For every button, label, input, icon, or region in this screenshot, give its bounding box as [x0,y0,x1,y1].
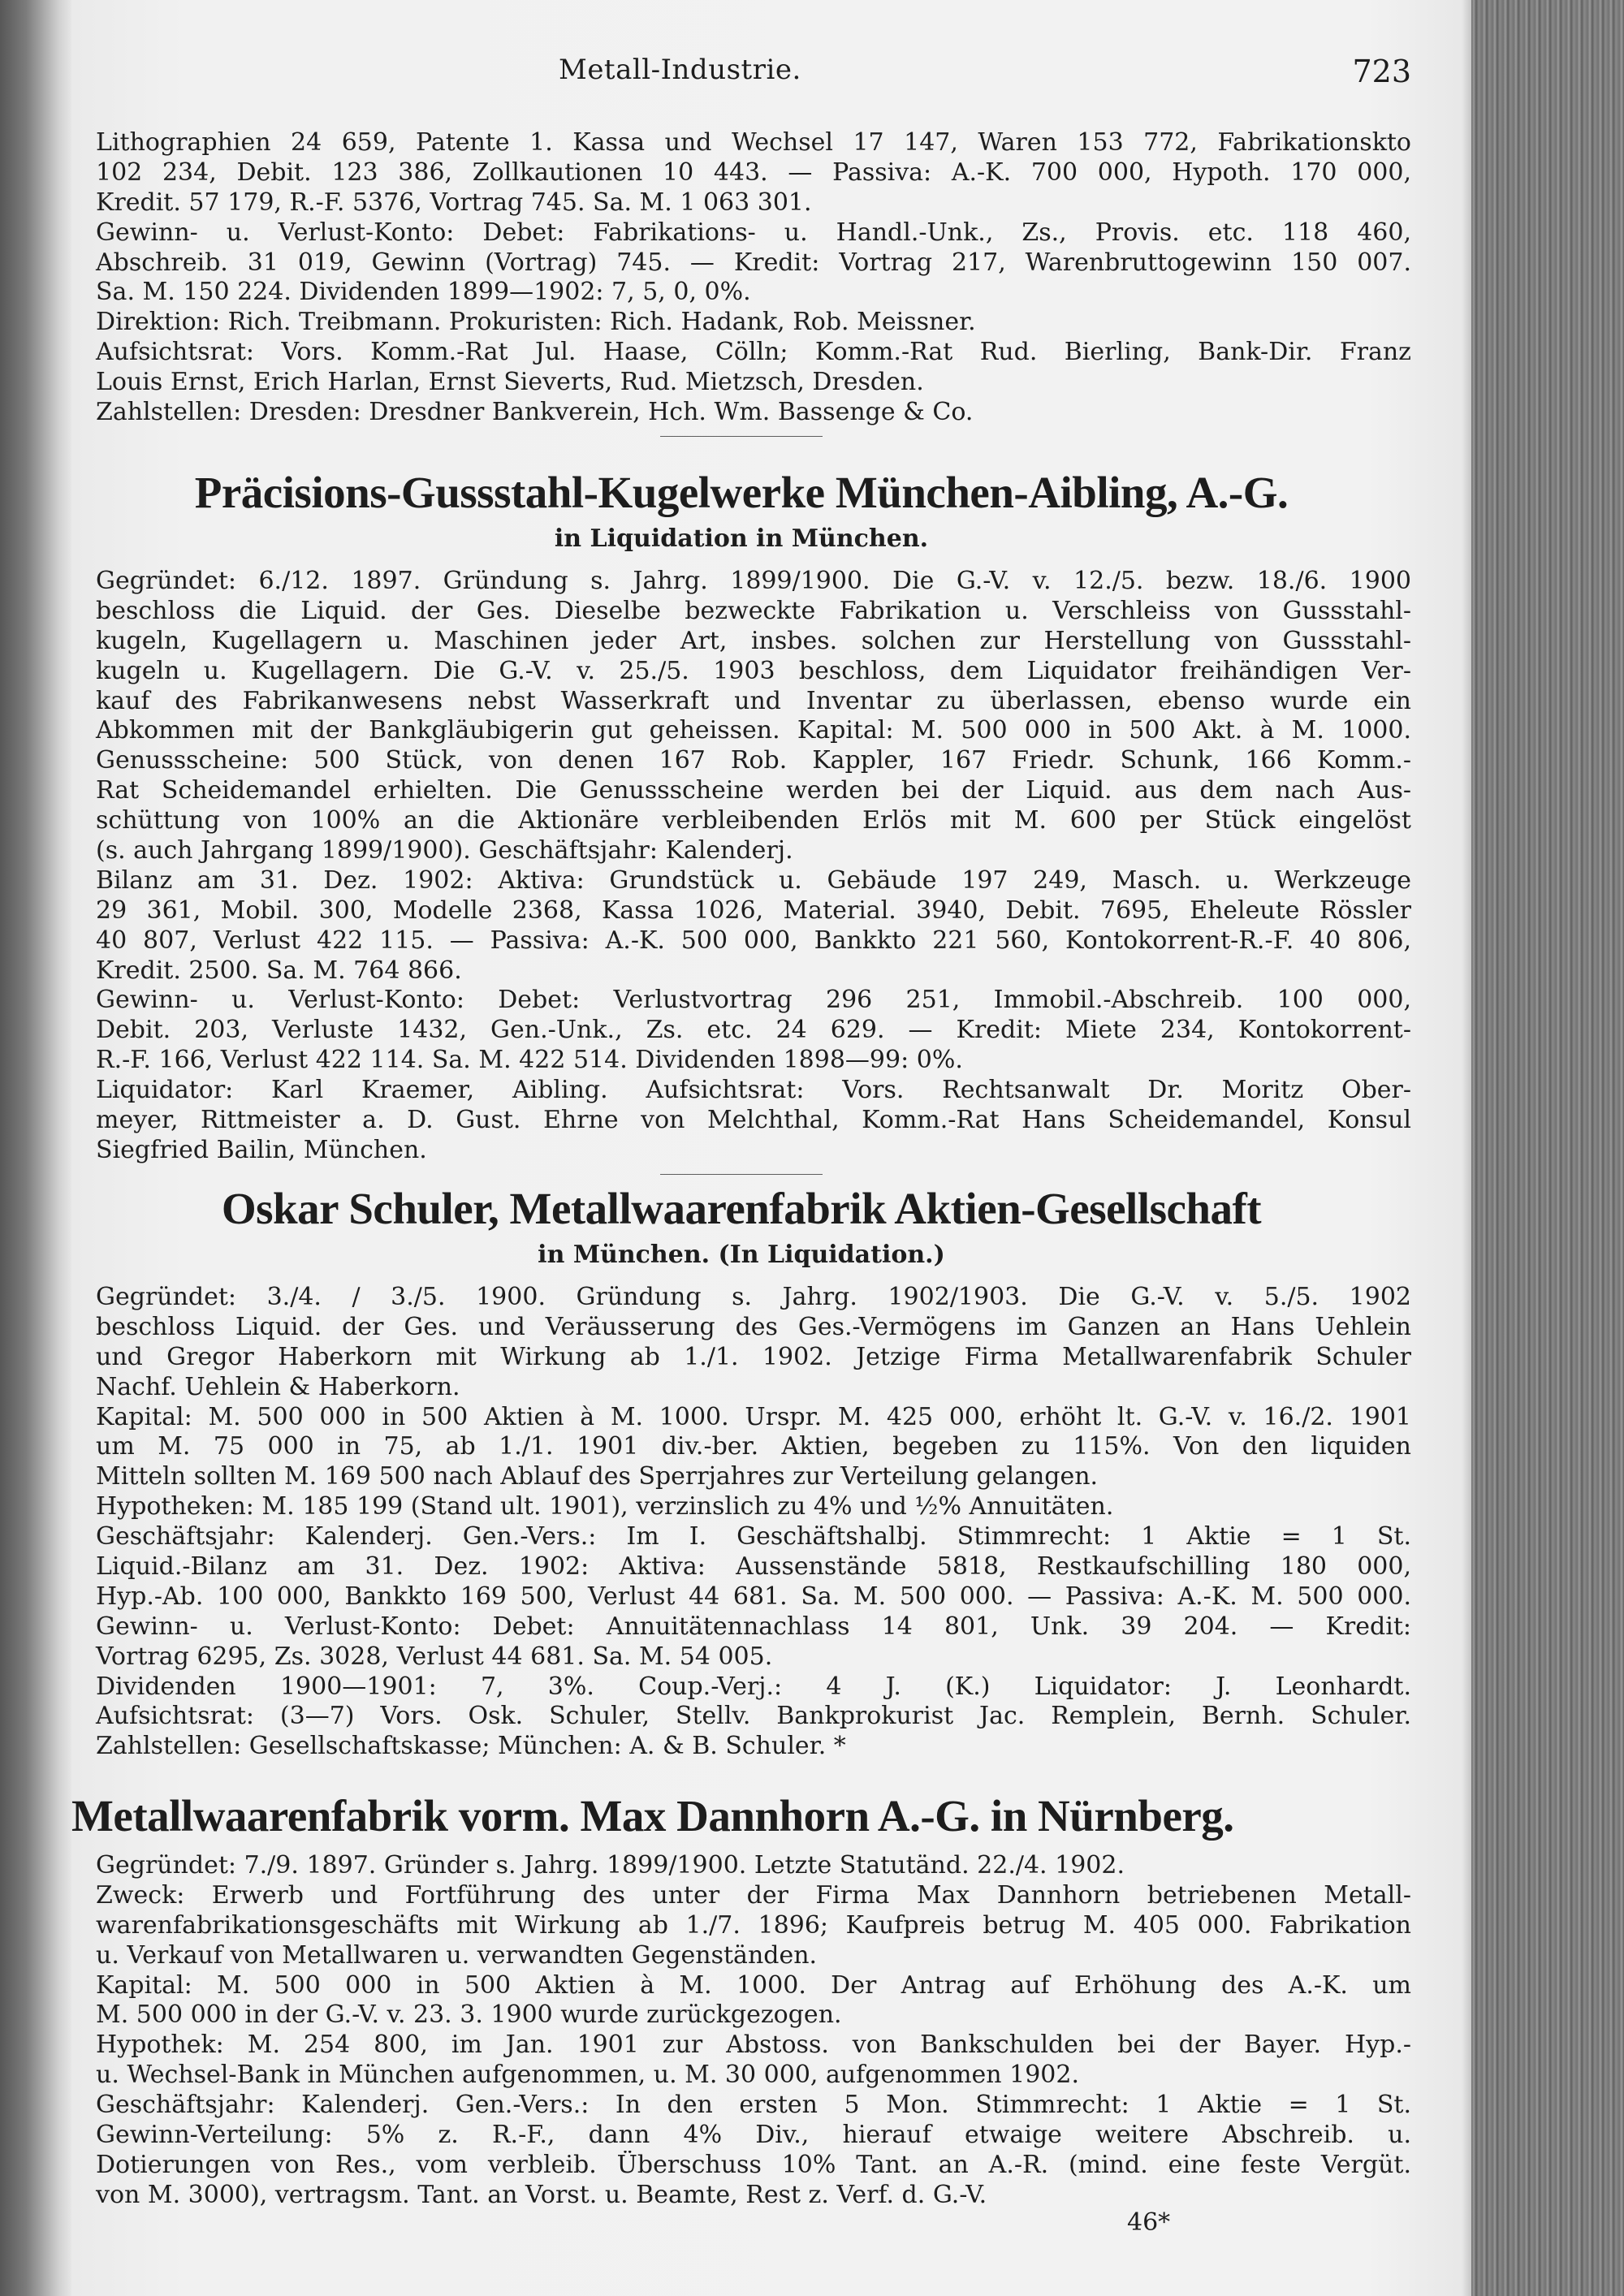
text-line: Siegfried Bailin, München. [96,1135,427,1164]
text-line: Aufsichtsrat: (3—7) Vors. Osk. Schuler, Stellv. Bankprokurist Jac. Remplein, Bernh. Schuler. [96,1702,1411,1731]
text-line: Liquidator: Karl Kraemer, Aibling. Aufsichtsrat: Vors. Rechtsanwalt Dr. Moritz Ober- [96,1076,1411,1105]
text-line: Zahlstellen: Dresden: Dresdner Bankverein, Hch. Wm. Bassenge & Co. [96,398,974,427]
entry-max-dannhorn [71,1786,1411,2211]
text-line: kauf des Fabrikanwesens nebst Wasserkraft und Inventar zu überlassen, ebenso wurde ein [96,686,1411,715]
entry-separator [660,1174,823,1175]
text-line: Kapital: M. 500 000 in 500 Aktien à M. 1000. Der Antrag auf Erhöhung des A.-K. um [96,1970,1411,2000]
entry-heading: Präcisions-Gussstahl-Kugelwerke München-Aibling, A.-G. [194,468,1289,517]
text-line: Genussscheine: 500 Stück, von denen 167 Rob. Kappler, 167 Friedr. Schunk, 166 Komm.- [96,746,1411,775]
text-line: beschloss Liquid. der Ges. und Veräusserung des Ges.-Vermögens im Ganzen an Hans Uehlein [96,1312,1411,1341]
running-title: Metall-Industrie. [559,54,801,86]
text-line: Gegründet: 6./12. 1897. Gründung s. Jahrg. 1899/1900. Die G.-V. v. 12./5. bezw. 18./6. 1900 [96,567,1411,595]
text-line: kugeln, Kugellagern u. Maschinen jeder Art, insbes. solchen zur Herstellung von Gussstahl- [96,626,1411,655]
text-line: Bilanz am 31. Dez. 1902: Aktiva: Grundstück u. Gebäude 197 249, Masch. u. Werkzeuge [96,865,1411,895]
text-line: Gewinn- u. Verlust-Konto: Debet: Fabrikations- u. Handl.-Unk., Zs., Provis. etc. 118 460, [96,218,1411,247]
entry-subheading: in München. (In Liquidation.) [538,1241,945,1269]
text-line: Vortrag 6295, Zs. 3028, Verlust 44 681. Sa. M. 54 005. [96,1642,773,1671]
text-line: Liquid.-Bilanz am 31. Dez. 1902: Aktiva: Aussenstände 5818, Restkaufschilling 180 000, [96,1552,1411,1582]
text-line: warenfabrikationsgeschäfts mit Wirkung ab 1./7. 1896; Kaufpreis betrug M. 405 000. Fabrikation [96,1910,1411,1940]
text-line: Direktion: Rich. Treibmann. Prokuristen: Rich. Hadank, Rob. Meissner. [96,308,976,337]
text-line: Zweck: Erwerb und Fortführung des unter der Firma Max Dannhorn betriebenen Metall- [96,1880,1411,1910]
text-line: u. Verkauf von Metallwaren u. verwandten Gegenständen. [96,1940,818,1970]
text-line: Gewinn-Verteilung: 5% z. R.-F., dann 4% Div., hierauf etwaige weitere Abschreib. u. [96,2121,1411,2150]
text-line: Abschreib. 31 019, Gewinn (Vortrag) 745. — Kredit: Vortrag 217, Warenbruttogewinn 150 007. [96,248,1411,277]
running-header [71,54,1411,94]
text-line: von M. 3000), vertragsm. Tant. an Vorst. u. Beamte, Rest z. Verf. d. G.-V. [96,2180,987,2209]
text-line: Mitteln sollten M. 169 500 nach Ablauf des Sperrjahres zur Verteilung gelangen. [96,1462,1099,1491]
text-line: Kredit. 57 179, R.-F. 5376, Vortrag 745. Sa. M. 1 063 301. [96,188,812,217]
text-line: Kapital: M. 500 000 in 500 Aktien à M. 1000. Urspr. M. 425 000, erhöht lt. G.-V. v. 16./2. 1901 [96,1402,1411,1431]
text-line: Gewinn- u. Verlust-Konto: Debet: Annuitätennachlass 14 801, Unk. 39 204. — Kredit: [96,1612,1411,1641]
text-line: 40 807, Verlust 422 115. — Passiva: A.-K. 500 000, Bankkto 221 560, Kontokorrent-R.-F. 40 806, [96,926,1411,955]
text-line: Hypothek: M. 254 800, im Jan. 1901 zur Abstoss. von Bankschulden bei der Bayer. Hyp.- [96,2031,1411,2060]
text-line: meyer, Rittmeister a. D. Gust. Ehrne von Melchthal, Komm.-Rat Hans Scheidemandel, Konsul [96,1106,1411,1135]
text-line: schüttung von 100% an die Aktionäre verbleibenden Erlös mit M. 600 per Stück eingelöst [96,806,1411,835]
text-line: Kredit. 2500. Sa. M. 764 866. [96,956,462,985]
book-spine [0,0,75,2296]
text-line: Dividenden 1900—1901: 7, 3%. Coup.-Verj.: 4 J. (K.) Liquidator: J. Leonhardt. [96,1672,1411,1701]
text-line: Debit. 203, Verluste 1432, Gen.-Unk., Zs. etc. 24 629. — Kredit: Miete 234, Kontokorrent- [96,1016,1411,1045]
book-page [71,0,1478,2296]
text-line: Abkommen mit der Bankgläubigerin gut geheissen. Kapital: M. 500 000 in 500 Akt. à M. 1000. [96,716,1411,745]
text-line: Gegründet: 3./4. / 3./5. 1900. Gründung s. Jahrg. 1902/1903. Die G.-V. v. 5./5. 1902 [96,1283,1411,1311]
text-line: (s. auch Jahrgang 1899/1900). Geschäftsjahr: Kalenderj. [96,836,793,865]
entry-heading: Oskar Schuler, Metallwaarenfabrik Aktien-Gesellschaft [221,1184,1262,1233]
entry-oskar-schuler [71,1179,1411,1762]
entry-praecisions-gussstahl [71,463,1411,1183]
text-line: Nachf. Uehlein & Haberkorn. [96,1372,460,1401]
text-line: Geschäftsjahr: Kalenderj. Gen.-Vers.: Im I. Geschäftshalbj. Stimmrecht: 1 Aktie = 1 St. [96,1522,1411,1552]
text-line: Rat Scheidemandel erhielten. Die Genussscheine werden bei der Liquid. aus dem nach Aus- [96,776,1411,805]
text-line: beschloss die Liquid. der Ges. Dieselbe bezweckte Fabrikation u. Verschleiss von Gussstahl- [96,596,1411,625]
text-line: Dotierungen von Res., vom verbleib. Überschuss 10% Tant. an A.-R. (mind. eine feste Vergüt. [96,2150,1411,2179]
text-line: Hyp.-Ab. 100 000, Bankkto 169 500, Verlust 44 681. Sa. M. 500 000. — Passiva: A.-K. M. 500 000. [96,1582,1411,1611]
text-line: Lithographien 24 659, Patente 1. Kassa und Wechsel 17 147, Waren 153 772, Fabrikationskto [96,128,1411,157]
text-line: und Gregor Haberkorn mit Wirkung ab 1./1. 1902. Jetzige Firma Metallwarenfabrik Schuler [96,1342,1411,1371]
text-line: R.-F. 166, Verlust 422 114. Sa. M. 422 514. Dividenden 1898—99: 0%. [96,1046,963,1075]
text-line: Gegründet: 7./9. 1897. Gründer s. Jahrg. 1899/1900. Letzte Statutänd. 22./4. 1902. [96,1851,1125,1880]
signature-mark: 46* [1127,2208,1171,2237]
entry-heading: Metallwaarenfabrik vorm. Max Dannhorn A.-G. in Nürnberg. [71,1791,1234,1841]
text-line: M. 500 000 in der G.-V. v. 23. 3. 1900 wurde zurückgezogen. [96,2000,842,2030]
text-line: Gewinn- u. Verlust-Konto: Debet: Verlustvortrag 296 251, Immobil.-Abschreib. 100 000, [96,986,1411,1015]
text-line: um M. 75 000 in 75, ab 1./1. 1901 div.-ber. Aktien, begeben zu 115%. Von den liquiden [96,1432,1411,1461]
text-line: Aufsichtsrat: Vors. Komm.-Rat Jul. Haase, Cölln; Komm.-Rat Rud. Bierling, Bank-Dir. Franz [96,338,1411,367]
page-number: 723 [1352,54,1411,89]
text-line: u. Wechsel-Bank in München aufgenommen, u. M. 30 000, aufgenommen 1902. [96,2061,1080,2090]
text-line: kugeln u. Kugellagern. Die G.-V. v. 25./5. 1903 beschloss, dem Liquidator freihändigen Ver- [96,656,1411,685]
text-line: 29 361, Mobil. 300, Modelle 2368, Kassa 1026, Material. 3940, Debit. 7695, Eheleute Rössler [96,896,1411,925]
entry-separator [660,436,823,437]
text-line: Hypotheken: M. 185 199 (Stand ult. 1901), verzinslich zu 4% und ½% Annuitäten. [96,1492,1114,1521]
entry-subheading: in Liquidation in München. [554,524,929,553]
text-line: Geschäftsjahr: Kalenderj. Gen.-Vers.: In den ersten 5 Mon. Stimmrecht: 1 Aktie = 1 St. [96,2091,1411,2120]
text-line: 102 234, Debit. 123 386, Zollkautionen 10 443. — Passiva: A.-K. 700 000, Hypoth. 170 000, [96,158,1411,187]
text-line: Louis Ernst, Erich Harlan, Ernst Sieverts, Rud. Mietzsch, Dresden. [96,368,924,397]
text-line: Sa. M. 150 224. Dividenden 1899—1902: 7, 5, 0, 0%. [96,278,751,307]
entry-continuation [71,128,1411,445]
page-stack-edge [1471,0,1624,2296]
text-line: Zahlstellen: Gesellschaftskasse; München: A. & B. Schuler. * [96,1732,846,1761]
